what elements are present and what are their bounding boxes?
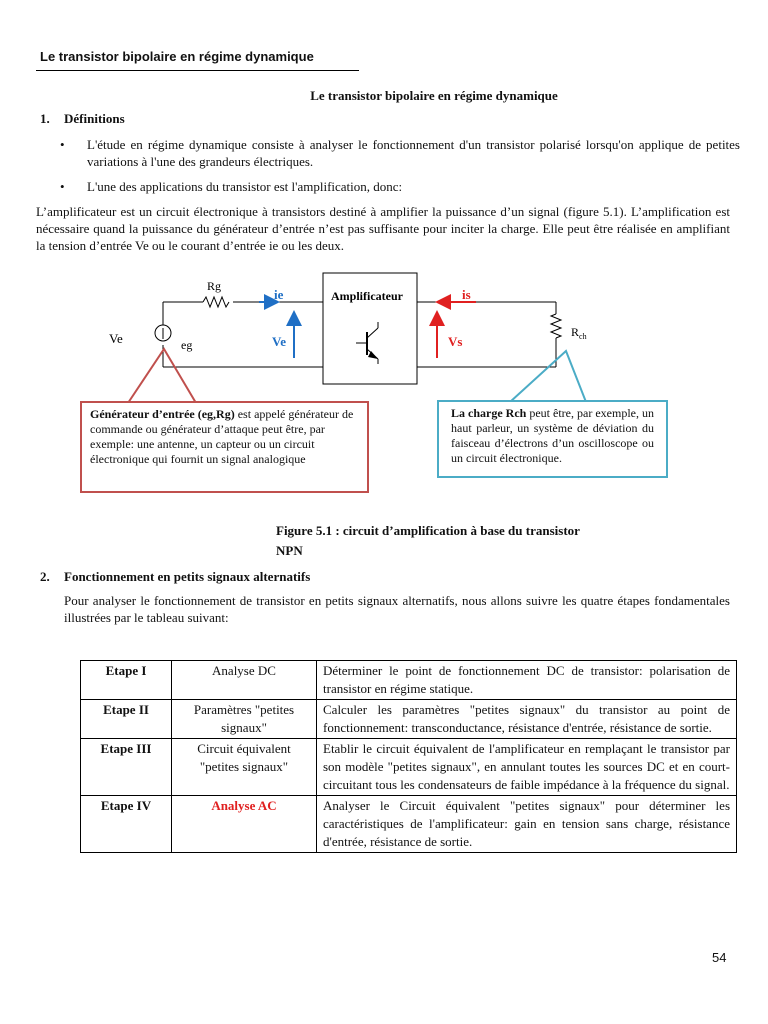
generator-callout-text: est appelé générateur de commande ou générateur d’attaque peut être, par exemple: une antenne, un capteur ou un circuit électronique qui fournit un signal analogique (90, 407, 354, 466)
bullet-icon: • (60, 137, 65, 152)
ve-input-label: Ve (109, 331, 123, 346)
step-cell: Etape I (81, 661, 172, 700)
bullet-text: L'une des applications du transistor est l'amplification, donc: (87, 179, 403, 194)
document-title: Le transistor bipolaire en régime dynamique (310, 88, 558, 103)
section-2-title: Fonctionnement en petits signaux alternatifs (64, 569, 311, 584)
header-divider (36, 70, 359, 71)
step-desc-cell: Etablir le circuit équivalent de l'amplificateur en remplaçant le transistor par son modèle "petites signaux", en annulant toutes les sources DC et en court-circuitant tous les condensateurs de faible impédance à la fréquence du signal. (317, 739, 737, 796)
step-cell: Etape II (81, 700, 172, 739)
load-callout-text: peut être, par exemple, un haut parleur, un système de déviation du faisceau d’électrons d’un oscilloscope ou un circuit électronique. (451, 406, 654, 465)
bullet-item (60, 136, 740, 170)
step-desc-cell: Calculer les paramètres "petites signaux" du transistor au point de fonctionnement: transconductance, résistance d'entrée, résistance de sortie. (317, 700, 737, 739)
rch-resistor (551, 314, 561, 338)
figure-caption-line2: NPN (276, 543, 303, 558)
step-name-cell: Circuit équivalent "petites signaux" (172, 739, 317, 796)
step-name-cell: Analyse AC (172, 796, 317, 853)
step-cell: Etape III (81, 739, 172, 796)
rch-label-sub: ch (579, 332, 587, 341)
callout-right-pointer (510, 351, 586, 402)
rg-resistor (203, 297, 229, 307)
table-row (81, 739, 737, 796)
figure-caption-line1: Figure 5.1 : circuit d’amplification à base du transistor (276, 523, 580, 538)
running-header: Le transistor bipolaire en régime dynamique (40, 49, 314, 64)
steps-table (80, 660, 737, 853)
section-1-title: Définitions (64, 111, 125, 126)
eg-label: eg (181, 338, 193, 352)
section-2-paragraph: Pour analyser le fonctionnement de transistor en petits signaux alternatifs, nous allons suivre les quatre étapes fondamentales illustrées par le tableau suivant: (64, 593, 730, 625)
page-number: 54 (712, 950, 727, 965)
amplifier-label: Amplificateur (331, 289, 403, 303)
rg-label: Rg (207, 279, 222, 293)
ie-label: ie (274, 287, 284, 302)
load-callout-title: La charge Rch (451, 406, 527, 420)
intro-paragraph: L’amplificateur est un circuit électronique à transistors destiné à amplifier la puissance d’un signal (figure 5.1). L’amplification est nécessaire quand la puissance du générateur d’entrée n’est pas suffisante pour inciter la charge. Elle peut être réalisée en amplifiant la tension d’entrée Ve ou le courant d’entrée ie ou les deux. (36, 204, 730, 253)
step-desc-cell: Déterminer le point de fonctionnement DC de transistor: polarisation de transistor en régime statique. (317, 661, 737, 700)
generator-callout (80, 401, 369, 493)
generator-callout-title: Générateur d’entrée (eg,Rg) (90, 407, 235, 421)
load-callout (437, 400, 668, 478)
bullet-item (60, 178, 740, 195)
rch-label-main: R (571, 325, 580, 339)
section-2-heading (40, 569, 310, 585)
rch-label (571, 325, 587, 341)
step-name-cell: Analyse DC (172, 661, 317, 700)
section-1-number: 1. (40, 111, 50, 126)
section-2-number: 2. (40, 569, 50, 584)
step-desc-cell: Analyser le Circuit équivalent "petites signaux" pour déterminer les caractéristiques de l'amplificateur: gain en tension sans charge, résistance d'entrée, résistance de sortie. (317, 796, 737, 853)
is-label: is (462, 287, 471, 302)
table-row (81, 796, 737, 853)
callout-left-pointer (128, 349, 196, 403)
vs-arrow-label: Vs (448, 334, 463, 349)
bullet-text: L'étude en régime dynamique consiste à analyser le fonctionnement d'un transistor polarisé lorsqu'on applique de petites variations à l'une des grandeurs électriques. (87, 137, 740, 169)
bullet-icon: • (60, 179, 65, 194)
section-1-heading (40, 111, 125, 127)
figure-caption (276, 521, 580, 561)
ve-arrow-label: Ve (272, 334, 286, 349)
table-row (81, 700, 737, 739)
table-row (81, 661, 737, 700)
step-cell: Etape IV (81, 796, 172, 853)
step-name-cell: Paramètres "petites signaux" (172, 700, 317, 739)
